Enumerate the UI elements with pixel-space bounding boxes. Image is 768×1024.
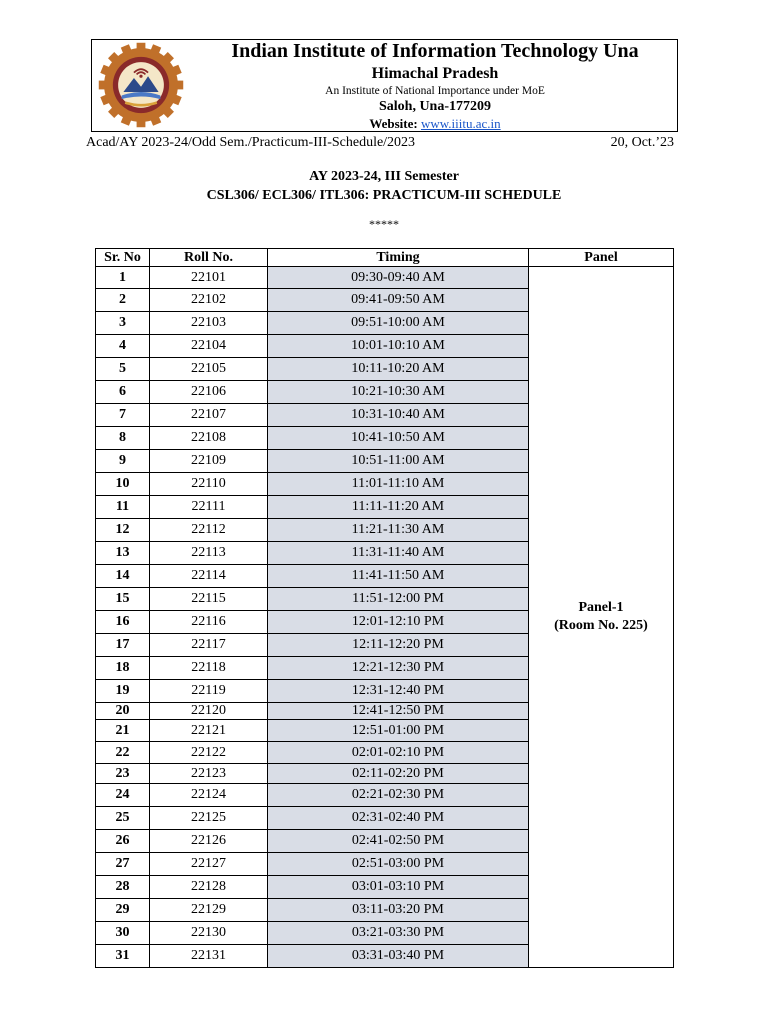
cell-sr-no: 29 (96, 899, 150, 922)
website-label: Website: (369, 116, 418, 131)
cell-timing: 11:51-12:00 PM (268, 588, 529, 611)
cell-sr-no: 2 (96, 289, 150, 312)
header-roll-no: Roll No. (150, 249, 268, 267)
cell-timing: 09:30-09:40 AM (268, 267, 529, 289)
cell-timing: 11:01-11:10 AM (268, 473, 529, 496)
cell-roll-no: 22113 (150, 542, 268, 565)
cell-sr-no: 8 (96, 427, 150, 450)
cell-sr-no: 22 (96, 742, 150, 764)
cell-sr-no: 13 (96, 542, 150, 565)
cell-sr-no: 1 (96, 267, 150, 289)
institute-address: Saloh, Una-177209 (378, 99, 492, 114)
cell-roll-no: 22111 (150, 496, 268, 519)
cell-timing: 09:51-10:00 AM (268, 312, 529, 335)
cell-timing: 10:51-11:00 AM (268, 450, 529, 473)
cell-sr-no: 19 (96, 680, 150, 703)
cell-timing: 12:21-12:30 PM (268, 657, 529, 680)
cell-roll-no: 22102 (150, 289, 268, 312)
cell-sr-no: 12 (96, 519, 150, 542)
website-link[interactable]: www.iiitu.ac.in (420, 116, 501, 131)
cell-timing: 11:41-11:50 AM (268, 565, 529, 588)
cell-sr-no: 26 (96, 830, 150, 853)
schedule-table (95, 248, 674, 968)
cell-timing: 12:51-01:00 PM (268, 720, 529, 742)
cell-timing: 12:41-12:50 PM (268, 703, 529, 720)
cell-sr-no: 9 (96, 450, 150, 473)
cell-timing: 03:21-03:30 PM (268, 922, 529, 945)
cell-timing: 02:11-02:20 PM (268, 764, 529, 784)
cell-timing: 02:21-02:30 PM (268, 784, 529, 807)
cell-sr-no: 21 (96, 720, 150, 742)
cell-timing: 10:31-10:40 AM (268, 404, 529, 427)
cell-roll-no: 22126 (150, 830, 268, 853)
cell-roll-no: 22106 (150, 381, 268, 404)
cell-sr-no: 14 (96, 565, 150, 588)
cell-timing: 09:41-09:50 AM (268, 289, 529, 312)
website-line (190, 116, 680, 132)
cell-roll-no: 22122 (150, 742, 268, 764)
cell-timing: 10:11-10:20 AM (268, 358, 529, 381)
cell-roll-no: 22129 (150, 899, 268, 922)
schedule-title: CSL306/ ECL306/ ITL306: PRACTICUM-III SCHEDULE (206, 188, 562, 203)
header-sr-no: Sr. No (96, 249, 150, 267)
cell-timing: 11:11-11:20 AM (268, 496, 529, 519)
cell-roll-no: 22124 (150, 784, 268, 807)
cell-timing: 10:41-10:50 AM (268, 427, 529, 450)
cell-sr-no: 5 (96, 358, 150, 381)
cell-roll-no: 22112 (150, 519, 268, 542)
cell-sr-no: 10 (96, 473, 150, 496)
cell-timing: 03:01-03:10 PM (268, 876, 529, 899)
panel-room: (Room No. 225) (554, 618, 648, 633)
cell-roll-no: 22116 (150, 611, 268, 634)
cell-roll-no: 22128 (150, 876, 268, 899)
header-panel: Panel (529, 249, 674, 267)
cell-timing: 03:11-03:20 PM (268, 899, 529, 922)
institute-state: Himachal Pradesh (371, 65, 499, 82)
cell-roll-no: 22109 (150, 450, 268, 473)
cell-roll-no: 22120 (150, 703, 268, 720)
cell-timing: 12:31-12:40 PM (268, 680, 529, 703)
cell-timing: 12:11-12:20 PM (268, 634, 529, 657)
cell-timing: 02:41-02:50 PM (268, 830, 529, 853)
cell-roll-no: 22107 (150, 404, 268, 427)
institute-logo-icon (97, 41, 185, 129)
cell-roll-no: 22119 (150, 680, 268, 703)
document-date: 20, Oct.’23 (610, 135, 674, 150)
cell-roll-no: 22130 (150, 922, 268, 945)
cell-roll-no: 22125 (150, 807, 268, 830)
cell-roll-no: 22127 (150, 853, 268, 876)
cell-timing: 03:31-03:40 PM (268, 945, 529, 968)
cell-sr-no: 6 (96, 381, 150, 404)
reference-number: Acad/AY 2023-24/Odd Sem./Practicum-III-Schedule/2023 (86, 135, 416, 150)
schedule-body (96, 267, 674, 968)
cell-timing: 10:21-10:30 AM (268, 381, 529, 404)
cell-timing: 02:31-02:40 PM (268, 807, 529, 830)
cell-roll-no: 22105 (150, 358, 268, 381)
cell-sr-no: 18 (96, 657, 150, 680)
cell-roll-no: 22104 (150, 335, 268, 358)
cell-timing: 02:01-02:10 PM (268, 742, 529, 764)
panel-name: Panel-1 (578, 600, 624, 615)
cell-timing: 11:31-11:40 AM (268, 542, 529, 565)
separator-stars: ***** (369, 217, 399, 231)
cell-roll-no: 22118 (150, 657, 268, 680)
cell-roll-no: 22121 (150, 720, 268, 742)
cell-roll-no: 22108 (150, 427, 268, 450)
cell-sr-no: 4 (96, 335, 150, 358)
cell-roll-no: 22103 (150, 312, 268, 335)
cell-roll-no: 22123 (150, 764, 268, 784)
cell-sr-no: 3 (96, 312, 150, 335)
cell-sr-no: 17 (96, 634, 150, 657)
cell-sr-no: 23 (96, 764, 150, 784)
semester-title: AY 2023-24, III Semester (309, 169, 459, 184)
cell-roll-no: 22101 (150, 267, 268, 289)
cell-roll-no: 22114 (150, 565, 268, 588)
cell-sr-no: 31 (96, 945, 150, 968)
cell-roll-no: 22110 (150, 473, 268, 496)
cell-timing: 11:21-11:30 AM (268, 519, 529, 542)
cell-sr-no: 30 (96, 922, 150, 945)
header-timing: Timing (268, 249, 529, 267)
cell-roll-no: 22115 (150, 588, 268, 611)
table-row (96, 267, 674, 289)
cell-roll-no: 22117 (150, 634, 268, 657)
cell-timing: 12:01-12:10 PM (268, 611, 529, 634)
cell-timing: 10:01-10:10 AM (268, 335, 529, 358)
table-header-row (96, 249, 674, 267)
cell-sr-no: 15 (96, 588, 150, 611)
institute-name: Indian Institute of Information Technology Una (231, 40, 639, 62)
cell-sr-no: 11 (96, 496, 150, 519)
cell-sr-no: 7 (96, 404, 150, 427)
cell-roll-no: 22131 (150, 945, 268, 968)
cell-timing: 02:51-03:00 PM (268, 853, 529, 876)
cell-sr-no: 27 (96, 853, 150, 876)
cell-sr-no: 25 (96, 807, 150, 830)
cell-panel (529, 267, 674, 968)
cell-sr-no: 16 (96, 611, 150, 634)
institute-subtitle: An Institute of National Importance under MoE (325, 85, 545, 97)
cell-sr-no: 20 (96, 703, 150, 720)
cell-sr-no: 24 (96, 784, 150, 807)
cell-sr-no: 28 (96, 876, 150, 899)
